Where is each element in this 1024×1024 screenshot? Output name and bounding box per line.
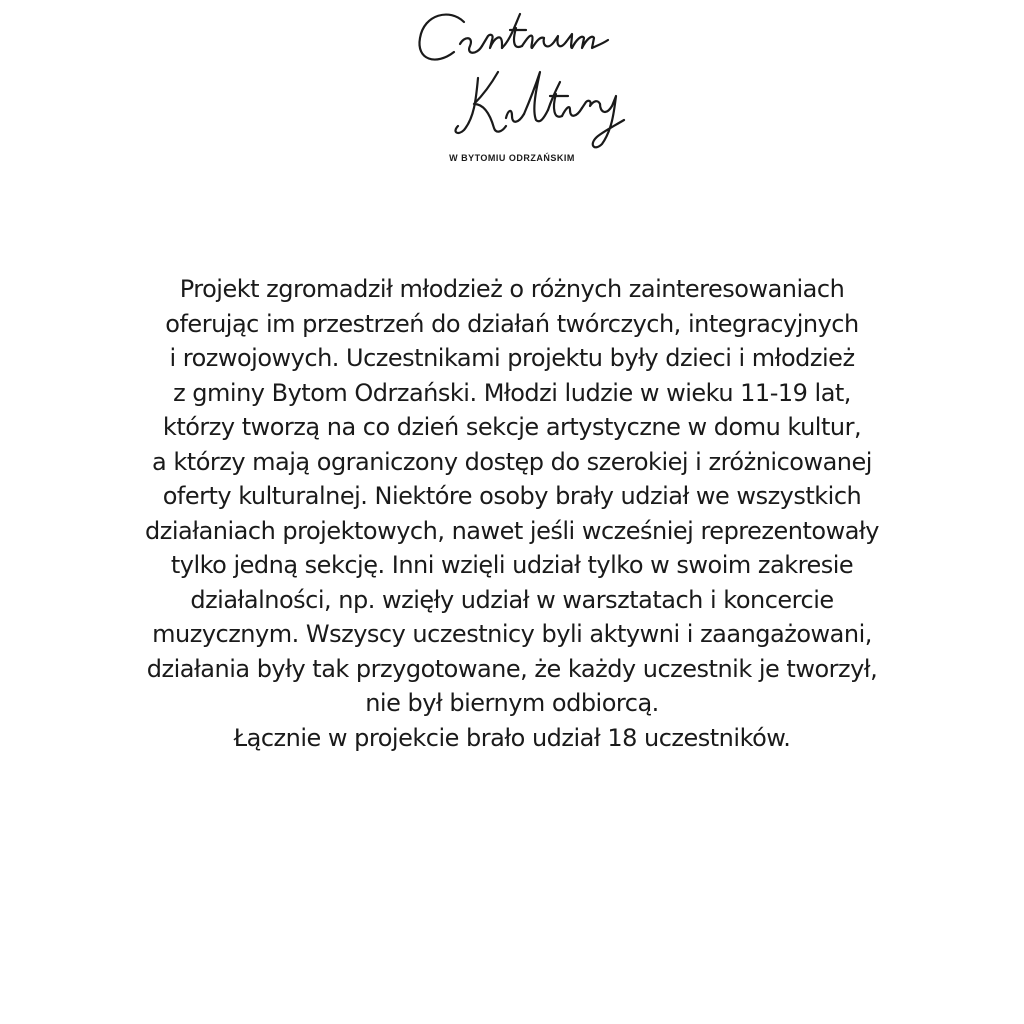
text-line: działania były tak przygotowane, że każdy uczestnik je tworzył,: [146, 654, 878, 683]
text-line: nie był biernym odbiorcą.: [365, 689, 659, 717]
text-line: którzy tworzą na co dzień sekcje artystyczne w domu kultur,: [162, 413, 862, 441]
logo-subtitle: W BYTOMIU ODRZAŃSKIM: [449, 153, 575, 163]
text-line: tylko jedną sekcję. Inni wzięli udział tylko w swoim zakresie: [170, 551, 854, 579]
text-line: muzycznym. Wszyscy uczestnicy byli aktywni i zaangażowani,: [152, 620, 872, 648]
text-line: i rozwojowych. Uczestnikami projektu były dzieci i młodzież: [169, 344, 855, 372]
text-line: oferty kulturalnej. Niektóre osoby brały udział we wszystkich: [162, 482, 862, 510]
text-line: działaniach projektowych, nawet jeśli wcześniej reprezentowały: [145, 516, 879, 545]
centrum-kultury-logo: [402, 0, 632, 175]
text-line: oferując im przestrzeń do działań twórczych, integracyjnych: [165, 309, 859, 338]
text-line: a którzy mają ograniczony dostęp do szerokiej i zróżnicowanej: [152, 447, 872, 476]
text-line: Projekt zgromadził młodzież o różnych zainteresowaniach: [179, 275, 845, 303]
text-line: z gminy Bytom Odrzański. Młodzi ludzie w wieku 11-19 lat,: [173, 378, 851, 407]
project-description: [20, 272, 1004, 755]
text-line: działalności, np. wzięły udział w warsztatach i koncercie: [190, 585, 834, 614]
text-line: Łącznie w projekcie brało udział 18 uczestników.: [233, 723, 791, 752]
